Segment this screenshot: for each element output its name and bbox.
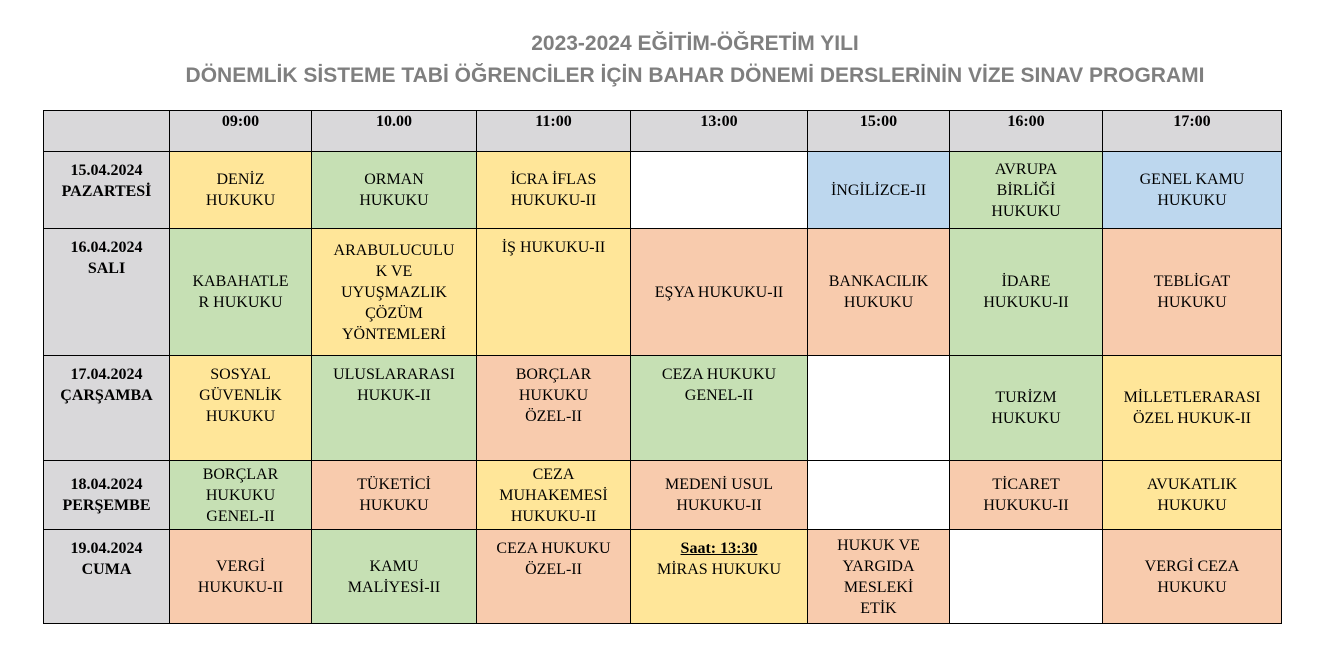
- day-label-cell: [44, 229, 170, 356]
- day-label-cell: [44, 152, 170, 229]
- exam-schedule-table: [43, 110, 1282, 624]
- empty-cell: [808, 356, 950, 461]
- day-name: PERŞEMBE: [62, 497, 151, 514]
- exam-cell: TİCARET HUKUKU-II: [950, 461, 1103, 530]
- exam-course: MİRAS HUKUKU: [656, 561, 781, 578]
- time-header: 15:00: [808, 111, 950, 152]
- exam-cell: İNGİLİZCE-II: [808, 152, 950, 229]
- exam-cell: MİLLETLERARASI ÖZEL HUKUK-II: [1103, 356, 1282, 461]
- exam-cell: BORÇLAR HUKUKU GENEL-II: [170, 461, 312, 530]
- title-line-1: 2023-2024 EĞİTİM-ÖĞRETİM YILI: [531, 32, 859, 55]
- day-label-cell: [44, 356, 170, 461]
- exam-cell: ORMAN HUKUKU: [312, 152, 477, 229]
- day-name: PAZARTESİ: [61, 183, 152, 200]
- time-header-row: [44, 111, 1282, 152]
- exam-cell: ULUSLARARASI HUKUK-II: [312, 356, 477, 461]
- exam-cell: VERGİ HUKUKU-II: [170, 530, 312, 624]
- day-name: SALI: [87, 260, 126, 277]
- exam-cell: CEZA HUKUKU GENEL-II: [631, 356, 808, 461]
- exam-cell: DENİZ HUKUKU: [170, 152, 312, 229]
- day-date: 19.04.2024: [70, 540, 143, 557]
- day-row: [44, 229, 1282, 356]
- exam-cell: TÜKETİCİ HUKUKU: [312, 461, 477, 530]
- time-header: 11:00: [477, 111, 631, 152]
- title-line-2: DÖNEMLİK SİSTEME TABİ ÖĞRENCİLER İÇİN BAHAR DÖNEMİ DERSLERİNİN VİZE SINAV PROGRAMI: [185, 64, 1205, 87]
- exam-cell: MEDENİ USUL HUKUKU-II: [631, 461, 808, 530]
- exam-cell: [631, 530, 808, 624]
- exam-cell: SOSYAL GÜVENLİK HUKUKU: [170, 356, 312, 461]
- exam-cell: BANKACILIK HUKUKU: [808, 229, 950, 356]
- day-name: ÇARŞAMBA: [60, 387, 153, 404]
- exam-cell: AVUKATLIK HUKUKU: [1103, 461, 1282, 530]
- exam-cell: TEBLİGAT HUKUKU: [1103, 229, 1282, 356]
- empty-cell: [950, 530, 1103, 624]
- day-row: [44, 530, 1282, 624]
- corner-cell: [44, 111, 170, 152]
- empty-cell: [631, 152, 808, 229]
- exam-time-note: Saat: 13:30: [680, 540, 758, 557]
- exam-cell: BORÇLAR HUKUKU ÖZEL-II: [477, 356, 631, 461]
- day-name: CUMA: [81, 561, 132, 578]
- exam-cell: CEZA MUHAKEMESİ HUKUKU-II: [477, 461, 631, 530]
- exam-cell: HUKUK VE YARGIDA MESLEKİ ETİK: [808, 530, 950, 624]
- exam-cell: VERGİ CEZA HUKUKU: [1103, 530, 1282, 624]
- exam-cell: AVRUPA BİRLİĞİ HUKUKU: [950, 152, 1103, 229]
- time-header: 17:00: [1103, 111, 1282, 152]
- time-header: 10.00: [312, 111, 477, 152]
- time-header: 13:00: [631, 111, 808, 152]
- exam-cell: TURİZM HUKUKU: [950, 356, 1103, 461]
- exam-cell: GENEL KAMU HUKUKU: [1103, 152, 1282, 229]
- day-row: [44, 356, 1282, 461]
- exam-cell: İDARE HUKUKU-II: [950, 229, 1103, 356]
- exam-cell: KABAHATLE R HUKUKU: [170, 229, 312, 356]
- empty-cell: [808, 461, 950, 530]
- day-row: [44, 461, 1282, 530]
- day-date: 17.04.2024: [70, 366, 143, 383]
- exam-cell: İŞ HUKUKU-II: [477, 229, 631, 356]
- exam-cell: CEZA HUKUKU ÖZEL-II: [477, 530, 631, 624]
- day-label-cell: [44, 530, 170, 624]
- time-header: 16:00: [950, 111, 1103, 152]
- exam-cell: ARABULUCULU K VE UYUŞMAZLIK ÇÖZÜM YÖNTEMLERİ: [312, 229, 477, 356]
- exam-cell: EŞYA HUKUKU-II: [631, 229, 808, 356]
- day-date: 16.04.2024: [70, 239, 143, 256]
- day-date: 18.04.2024: [70, 476, 143, 493]
- day-row: [44, 152, 1282, 229]
- exam-cell: KAMU MALİYESİ-II: [312, 530, 477, 624]
- exam-cell: İCRA İFLAS HUKUKU-II: [477, 152, 631, 229]
- day-date: 15.04.2024: [70, 162, 143, 179]
- day-label-cell: [44, 461, 170, 530]
- time-header: 09:00: [170, 111, 312, 152]
